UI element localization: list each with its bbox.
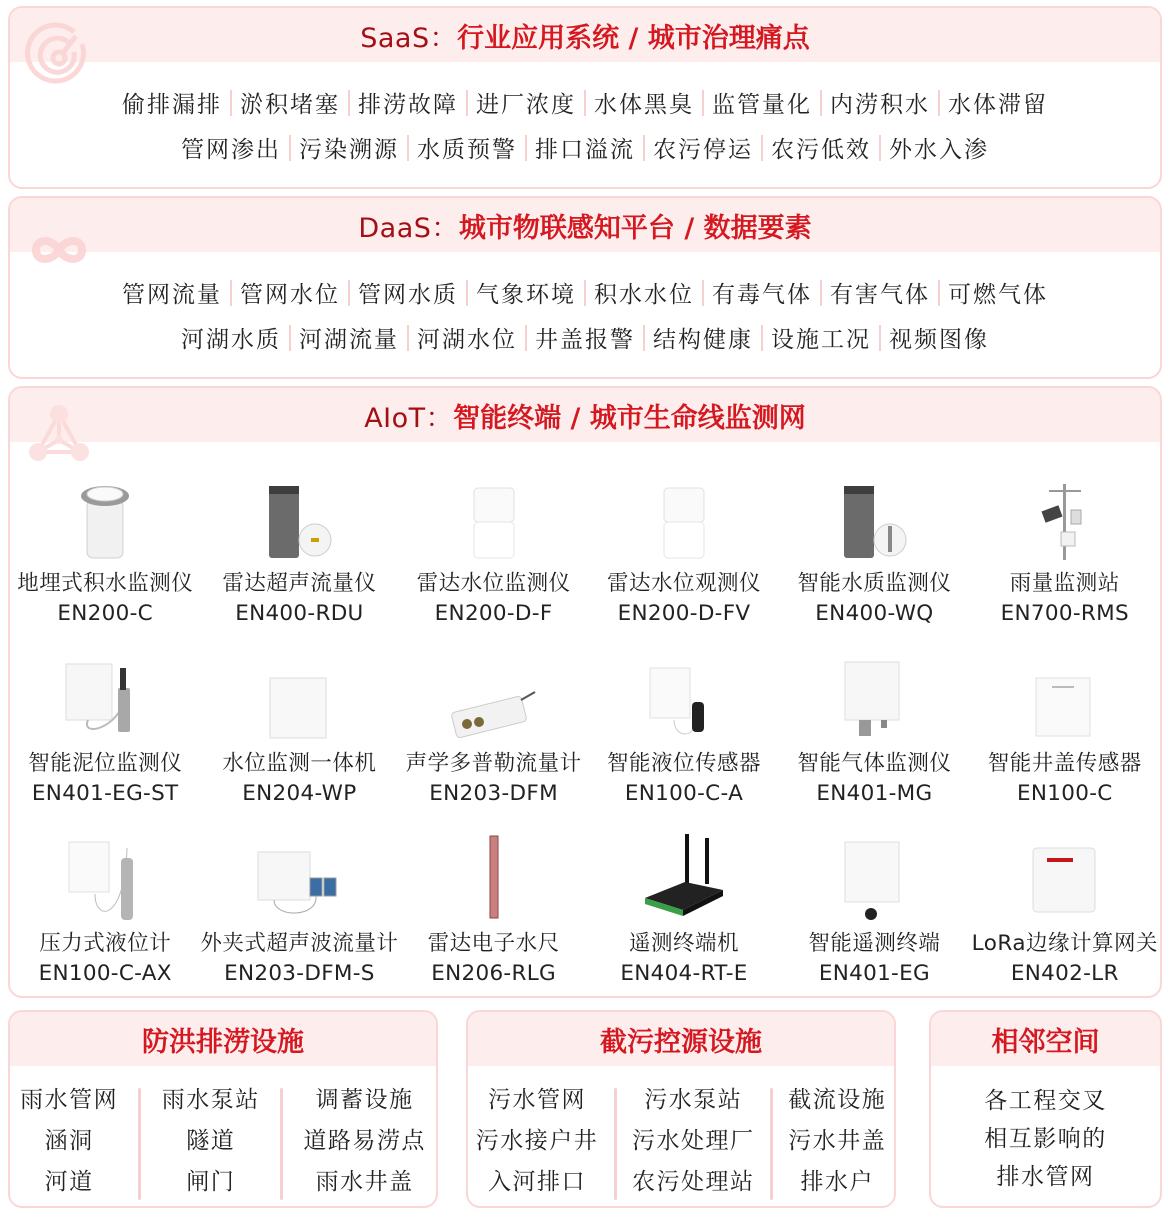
device-name: 智能水质监测仪	[797, 571, 952, 596]
sewage-control-title: 截污控源设施	[600, 1026, 762, 1058]
device-card	[589, 458, 779, 638]
daas-title: 城市物联感知平台 / 数据要素	[458, 212, 812, 244]
device-card	[398, 818, 588, 998]
device-name: 声学多普勒流量计	[405, 751, 582, 776]
panel-black-probe-icon	[639, 654, 729, 742]
facility-column	[162, 1080, 260, 1203]
white-panel-logo-icon	[1020, 654, 1110, 742]
gray-box-rod-icon	[829, 474, 919, 562]
tag-item: 井盖报警	[535, 327, 635, 353]
device-name: 智能气体监测仪	[797, 751, 952, 776]
facility-item: 河道	[44, 1169, 94, 1195]
tag-item: 有害气体	[830, 282, 930, 308]
device-name: 地埋式积水监测仪	[17, 571, 194, 596]
device-card	[779, 818, 969, 998]
device-card	[200, 818, 398, 998]
device-name: 雨量监测站	[1009, 571, 1120, 596]
saas-title: 行业应用系统 / 城市治理痛点	[457, 22, 810, 54]
facility-item: 污水处理厂	[631, 1128, 755, 1154]
facility-item: 隧道	[186, 1128, 236, 1154]
flood-control-body	[10, 1066, 436, 1203]
device-card	[779, 638, 969, 818]
device-model: EN206-RLG	[431, 961, 556, 986]
daas-title-prefix: DaaS：	[358, 212, 459, 244]
gray-box-probe-icon	[254, 474, 344, 562]
device-name: 雷达超声流量仪	[222, 571, 377, 596]
device-name: 雷达电子水尺	[427, 931, 560, 956]
adjacent-line: 相互影响的	[984, 1126, 1107, 1152]
adjacent-line: 排水管网	[996, 1164, 1095, 1190]
device-grid	[10, 458, 1160, 998]
aiot-panel	[8, 386, 1162, 998]
device-card	[398, 638, 588, 818]
tag-item: 管网流量	[122, 282, 222, 308]
flood-control-header	[10, 1012, 436, 1066]
water-gauge-icon	[449, 834, 539, 922]
device-name: 智能液位传感器	[606, 751, 761, 776]
adjacent-line: 各工程交叉	[984, 1088, 1107, 1114]
saas-title-prefix: SaaS：	[360, 22, 458, 54]
tag-item: 偷排漏排	[122, 92, 222, 118]
white-cube-icon	[449, 474, 539, 562]
panel-clamps-icon	[254, 834, 344, 922]
sewage-control-body	[468, 1066, 894, 1203]
panel-probe-icon	[60, 654, 150, 742]
saas-tag-row-1	[10, 80, 1160, 125]
facility-item: 雨水泵站	[161, 1087, 260, 1113]
tag-item: 排口溢流	[535, 137, 635, 163]
tag-item: 有毒气体	[712, 282, 812, 308]
tag-item: 气象环境	[476, 282, 576, 308]
tag-item: 外水入渗	[889, 137, 989, 163]
device-card	[779, 458, 969, 638]
weather-station-icon	[1020, 474, 1110, 562]
device-card	[970, 818, 1160, 998]
facility-item: 污水管网	[487, 1087, 586, 1113]
facility-item: 污水接户井	[475, 1128, 599, 1154]
device-name: 智能遥测终端	[808, 931, 941, 956]
panel-gas-icon	[829, 654, 919, 742]
adjacent-space-body	[931, 1066, 1160, 1196]
tag-item: 管网水质	[358, 282, 458, 308]
tag-item: 淤积堵塞	[240, 92, 340, 118]
saas-tag-row-2	[10, 125, 1160, 170]
device-card	[10, 638, 200, 818]
daas-tag-row-2	[10, 315, 1160, 360]
device-model: EN401-EG	[818, 961, 930, 986]
router-antenna-icon	[639, 834, 729, 922]
facility-item: 涵洞	[44, 1128, 94, 1154]
cylinder-sensor-icon	[60, 474, 150, 562]
device-card	[398, 458, 588, 638]
device-name: 智能泥位监测仪	[28, 751, 183, 776]
tag-item: 结构健康	[653, 327, 753, 353]
adjacent-space-panel	[929, 1010, 1162, 1208]
flood-control-panel	[8, 1010, 438, 1208]
tag-item: 设施工况	[771, 327, 871, 353]
tag-item: 水质预警	[417, 137, 517, 163]
column-divider	[614, 1088, 617, 1200]
device-model: EN402-LR	[1010, 961, 1119, 986]
device-model: EN404-RT-E	[620, 961, 748, 986]
saas-header	[10, 8, 1160, 62]
device-model: EN400-RDU	[235, 601, 364, 626]
tag-item: 水体滞留	[948, 92, 1048, 118]
device-card	[200, 458, 398, 638]
facility-item: 道路易涝点	[303, 1128, 426, 1154]
device-model: EN203-DFM-S	[224, 961, 375, 986]
doppler-bar-icon	[449, 654, 539, 742]
device-name: LoRa边缘计算网关	[971, 931, 1158, 956]
facility-column	[303, 1080, 426, 1203]
device-model: EN100-C-A	[624, 781, 744, 806]
tag-item: 河湖流量	[299, 327, 399, 353]
flood-control-title: 防洪排涝设施	[142, 1026, 304, 1058]
sewage-control-panel	[466, 1010, 896, 1208]
tag-item: 河湖水质	[181, 327, 281, 353]
facility-item: 雨水井盖	[315, 1169, 414, 1195]
facility-item: 污水井盖	[788, 1128, 887, 1154]
device-name: 雷达水位观测仪	[606, 571, 761, 596]
tag-item: 管网渗出	[181, 137, 281, 163]
facility-item: 闸门	[186, 1169, 236, 1195]
device-name: 压力式液位计	[39, 931, 172, 956]
device-card	[589, 638, 779, 818]
tag-item: 内涝积水	[830, 92, 930, 118]
daas-header	[10, 198, 1160, 252]
aiot-title-prefix: AIoT：	[364, 402, 454, 434]
facility-item: 污水泵站	[644, 1087, 743, 1113]
white-panel-icon	[254, 654, 344, 742]
device-card	[10, 818, 200, 998]
facility-item: 调蓄设施	[315, 1087, 414, 1113]
device-model: EN400-WQ	[815, 601, 934, 626]
aiot-header	[10, 388, 1160, 442]
device-model: EN200-D-F	[434, 601, 553, 626]
device-name: 智能井盖传感器	[987, 751, 1142, 776]
device-model: EN200-C	[57, 601, 153, 626]
device-model: EN100-C	[1017, 781, 1113, 806]
device-model: EN203-DFM	[429, 781, 558, 806]
saas-panel	[8, 6, 1162, 189]
tag-item: 污染溯源	[299, 137, 399, 163]
tag-item: 可燃气体	[948, 282, 1048, 308]
tag-item: 视频图像	[889, 327, 989, 353]
aiot-title: 智能终端 / 城市生命线监测网	[453, 402, 806, 434]
device-name: 雷达水位监测仪	[416, 571, 571, 596]
device-card	[970, 638, 1160, 818]
gateway-witbee-icon	[1020, 834, 1110, 922]
tag-item: 农污低效	[771, 137, 871, 163]
tag-item: 排涝故障	[358, 92, 458, 118]
device-card	[200, 638, 398, 818]
device-model: EN100-C-AX	[38, 961, 172, 986]
white-cube-icon	[639, 474, 729, 562]
tag-item: 河湖水位	[417, 327, 517, 353]
facility-column	[476, 1080, 599, 1203]
facility-column	[632, 1080, 755, 1203]
column-divider	[280, 1088, 283, 1200]
adjacent-space-title: 相邻空间	[991, 1026, 1100, 1058]
daas-panel	[8, 196, 1162, 379]
device-card	[10, 458, 200, 638]
facility-column	[788, 1080, 886, 1203]
panel-terminal-icon	[829, 834, 919, 922]
device-model: EN700-RMS	[1000, 601, 1129, 626]
radar-icon	[24, 20, 94, 90]
daas-tag-row-1	[10, 270, 1160, 315]
tag-item: 监管量化	[712, 92, 812, 118]
adjacent-space-header	[931, 1012, 1160, 1066]
tag-item: 农污停运	[653, 137, 753, 163]
tag-item: 积水水位	[594, 282, 694, 308]
panel-steel-probe-icon	[60, 834, 150, 922]
device-model: EN401-MG	[816, 781, 933, 806]
infinity-icon	[24, 210, 94, 280]
device-model: EN204-WP	[242, 781, 357, 806]
tag-item: 水体黑臭	[594, 92, 694, 118]
facility-item: 截流设施	[788, 1087, 887, 1113]
device-model: EN401-EG-ST	[31, 781, 179, 806]
device-card	[970, 458, 1160, 638]
device-name: 外夹式超声波流量计	[200, 931, 399, 956]
facility-item: 雨水管网	[20, 1087, 119, 1113]
device-name: 水位监测一体机	[222, 751, 377, 776]
device-model: EN200-D-FV	[617, 601, 751, 626]
sewage-control-header	[468, 1012, 894, 1066]
device-card	[589, 818, 779, 998]
column-divider	[770, 1088, 773, 1200]
device-name: 遥测终端机	[628, 931, 739, 956]
tag-item: 管网水位	[240, 282, 340, 308]
column-divider	[138, 1088, 141, 1200]
facility-column	[20, 1080, 118, 1203]
facility-item: 排水户	[800, 1169, 874, 1195]
facility-item: 入河排口	[487, 1169, 586, 1195]
tag-item: 进厂浓度	[476, 92, 576, 118]
facility-item: 农污处理站	[631, 1169, 755, 1195]
